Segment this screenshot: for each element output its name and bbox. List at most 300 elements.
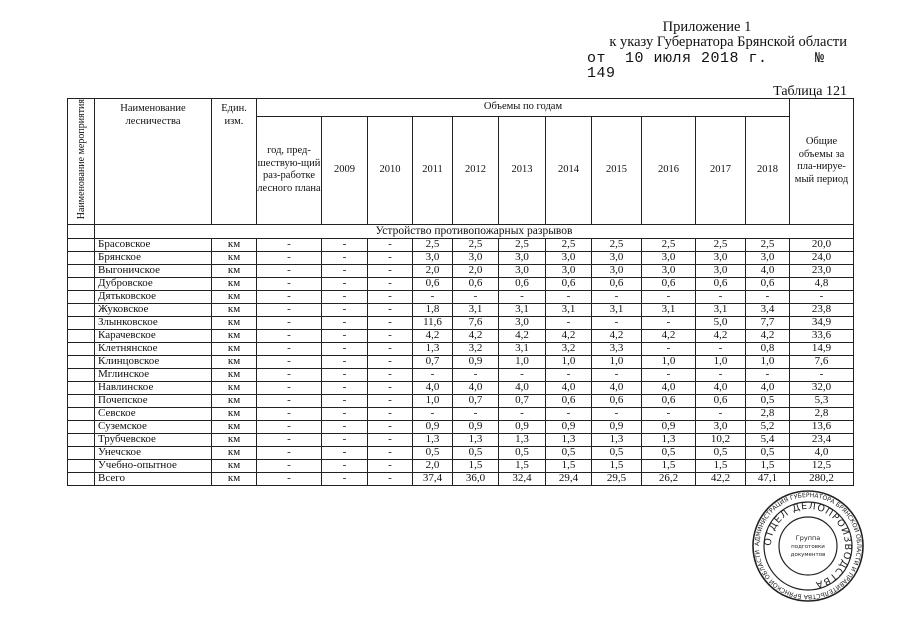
unit-cell: км [212, 459, 257, 472]
total-value: 7,6 [790, 355, 854, 368]
value-cell: - [642, 342, 696, 355]
year-header-2018: 2018 [746, 116, 790, 224]
unit-cell: км [212, 316, 257, 329]
table-row [68, 394, 854, 407]
unit-cell: км [212, 238, 257, 251]
value-cell: 3,0 [499, 264, 546, 277]
forestry-name: Клетнянское [95, 342, 212, 355]
value-cell: - [696, 342, 746, 355]
unit-cell: км [212, 303, 257, 316]
unit-cell: км [212, 290, 257, 303]
value-cell: - [368, 446, 413, 459]
value-cell: 0,6 [642, 394, 696, 407]
value-cell: 2,5 [746, 238, 790, 251]
value-cell: - [546, 290, 592, 303]
value-cell: 1,3 [453, 433, 499, 446]
value-cell: 2,0 [413, 459, 453, 472]
activity-cell [68, 238, 95, 251]
value-cell: - [368, 368, 413, 381]
value-cell: 1,0 [413, 394, 453, 407]
value-cell: 5,0 [696, 316, 746, 329]
value-cell: 29,4 [546, 472, 592, 485]
value-cell: 3,1 [546, 303, 592, 316]
activity-cell [68, 264, 95, 277]
unit-cell: км [212, 355, 257, 368]
value-cell: 5,4 [746, 433, 790, 446]
year-header-2009: 2009 [322, 116, 368, 224]
value-cell: - [592, 290, 642, 303]
value-cell: 4,2 [642, 329, 696, 342]
year-header-2016: 2016 [642, 116, 696, 224]
forestry-name: Жуковское [95, 303, 212, 316]
value-cell: 3,4 [746, 303, 790, 316]
value-cell: - [322, 446, 368, 459]
value-cell: - [257, 433, 322, 446]
value-cell: - [453, 290, 499, 303]
value-cell: 0,7 [453, 394, 499, 407]
value-cell: - [499, 407, 546, 420]
value-cell: 7,6 [453, 316, 499, 329]
value-cell: - [322, 459, 368, 472]
value-cell: 0,5 [453, 446, 499, 459]
value-cell: - [257, 251, 322, 264]
value-cell: 0,9 [453, 420, 499, 433]
value-cell: - [257, 355, 322, 368]
activity-cell [68, 381, 95, 394]
total-value: 12,5 [790, 459, 854, 472]
table-row [68, 368, 854, 381]
decree-reference: к указу Губернатора Брянской области [609, 34, 847, 50]
value-cell: 1,0 [746, 355, 790, 368]
value-cell: - [322, 316, 368, 329]
total-value: 13,6 [790, 420, 854, 433]
forestry-name: Карачевское [95, 329, 212, 342]
value-cell: 1,5 [453, 459, 499, 472]
value-cell: - [592, 407, 642, 420]
value-cell: - [257, 316, 322, 329]
value-cell: 1,3 [592, 433, 642, 446]
unit-cell: км [212, 329, 257, 342]
volumes-by-year-header: Объемы по годам [257, 99, 790, 117]
unit-cell: км [212, 251, 257, 264]
value-cell: - [368, 355, 413, 368]
value-cell: 0,5 [592, 446, 642, 459]
table-row [68, 355, 854, 368]
value-cell: 3,0 [642, 251, 696, 264]
value-cell: - [368, 316, 413, 329]
value-cell: 4,0 [546, 381, 592, 394]
year-header-2012: 2012 [453, 116, 499, 224]
value-cell: 4,0 [746, 381, 790, 394]
value-cell: 3,1 [499, 303, 546, 316]
value-cell: 3,0 [453, 251, 499, 264]
value-cell: 3,0 [499, 316, 546, 329]
from-label: от [587, 50, 607, 67]
value-cell: 32,4 [499, 472, 546, 485]
value-cell: 1,5 [746, 459, 790, 472]
value-cell: 0,5 [413, 446, 453, 459]
document-header [487, 20, 847, 81]
value-cell: - [368, 394, 413, 407]
value-cell: 4,2 [696, 329, 746, 342]
total-value: 24,0 [790, 251, 854, 264]
unit-cell: км [212, 264, 257, 277]
value-cell: - [257, 238, 322, 251]
unit-cell: км [212, 394, 257, 407]
value-cell: 1,0 [592, 355, 642, 368]
value-cell: - [368, 342, 413, 355]
value-cell: 0,5 [696, 446, 746, 459]
table-row [68, 459, 854, 472]
value-cell: - [546, 316, 592, 329]
value-cell: - [368, 472, 413, 485]
value-cell: 3,2 [546, 342, 592, 355]
value-cell: - [696, 290, 746, 303]
section-title: Устройство противопожарных разрывов [95, 224, 854, 238]
value-cell: 0,9 [546, 420, 592, 433]
value-cell: - [368, 277, 413, 290]
value-cell: 0,5 [546, 446, 592, 459]
table-row [68, 290, 854, 303]
appendix-title: Приложение 1 [662, 19, 752, 35]
value-cell: 0,6 [746, 277, 790, 290]
value-cell: 3,0 [413, 251, 453, 264]
value-cell: 0,6 [592, 394, 642, 407]
total-header: Общие объемы за пла-нируе-мый период [790, 99, 854, 225]
value-cell: - [368, 329, 413, 342]
value-cell: 4,2 [453, 329, 499, 342]
value-cell: 4,2 [546, 329, 592, 342]
forestry-name: Брасовское [95, 238, 212, 251]
value-cell: - [322, 433, 368, 446]
value-cell: - [642, 290, 696, 303]
year-header-2013: 2013 [499, 116, 546, 224]
total-value: - [790, 368, 854, 381]
value-cell: 3,1 [453, 303, 499, 316]
value-cell: - [746, 290, 790, 303]
decree-date-line [487, 51, 847, 81]
value-cell: 3,1 [499, 342, 546, 355]
value-cell: 2,5 [453, 238, 499, 251]
value-cell: 3,1 [696, 303, 746, 316]
value-cell: 2,5 [642, 238, 696, 251]
value-cell: - [368, 238, 413, 251]
value-cell: 0,5 [499, 446, 546, 459]
value-cell: - [257, 290, 322, 303]
activity-cell [68, 277, 95, 290]
value-cell: 42,2 [696, 472, 746, 485]
value-cell: - [499, 368, 546, 381]
unit-cell: км [212, 407, 257, 420]
table-row [68, 329, 854, 342]
value-cell: - [413, 290, 453, 303]
stamp-center-line-2: подготовки [791, 544, 825, 550]
total-value: 33,6 [790, 329, 854, 342]
activity-cell [68, 342, 95, 355]
forestry-name: Выгоничское [95, 264, 212, 277]
value-cell: 1,5 [696, 459, 746, 472]
value-cell: 3,0 [696, 420, 746, 433]
activity-cell [68, 329, 95, 342]
value-cell: - [322, 303, 368, 316]
value-cell: 3,0 [696, 251, 746, 264]
value-cell: 4,2 [746, 329, 790, 342]
value-cell: 5,2 [746, 420, 790, 433]
total-value: - [790, 290, 854, 303]
value-cell: - [257, 446, 322, 459]
value-cell: 10,2 [696, 433, 746, 446]
value-cell: 0,6 [546, 394, 592, 407]
forestry-header: Наименование лесничества [95, 99, 212, 225]
value-cell: 0,7 [499, 394, 546, 407]
value-cell: - [642, 407, 696, 420]
value-cell: 1,0 [546, 355, 592, 368]
unit-header: Един. изм. [212, 99, 257, 225]
value-cell: - [368, 407, 413, 420]
value-cell: 1,0 [696, 355, 746, 368]
value-cell: - [453, 407, 499, 420]
total-value: 4,8 [790, 277, 854, 290]
value-cell: 26,2 [642, 472, 696, 485]
value-cell: 1,5 [592, 459, 642, 472]
year-header-2010: 2010 [368, 116, 413, 224]
value-cell: - [413, 407, 453, 420]
value-cell: - [257, 407, 322, 420]
year-header-2014: 2014 [546, 116, 592, 224]
activity-cell [68, 472, 95, 485]
value-cell: 11,6 [413, 316, 453, 329]
value-cell: - [592, 368, 642, 381]
value-cell: 0,6 [696, 394, 746, 407]
value-cell: 4,2 [413, 329, 453, 342]
plan-year-header: год, пред-шествую-щий раз-работке лесного плана [257, 116, 322, 224]
activity-cell [68, 355, 95, 368]
value-cell: 0,5 [642, 446, 696, 459]
value-cell: 1,3 [499, 433, 546, 446]
forestry-name: Мглинское [95, 368, 212, 381]
forestry-name: Унечское [95, 446, 212, 459]
value-cell: - [546, 407, 592, 420]
value-cell: - [453, 368, 499, 381]
stamp-center-line-1: Группа [795, 534, 821, 542]
forestry-name: Учебно-опытное [95, 459, 212, 472]
value-cell: 1,3 [413, 342, 453, 355]
value-cell: 47,1 [746, 472, 790, 485]
value-cell: 3,0 [546, 264, 592, 277]
value-cell: - [322, 238, 368, 251]
value-cell: 4,0 [499, 381, 546, 394]
value-cell: 4,0 [592, 381, 642, 394]
activity-cell [68, 459, 95, 472]
activity-cell [68, 303, 95, 316]
value-cell: 0,5 [746, 446, 790, 459]
value-cell: - [368, 381, 413, 394]
table-row [68, 316, 854, 329]
value-cell: 4,0 [642, 381, 696, 394]
value-cell: - [642, 316, 696, 329]
value-cell: 1,3 [546, 433, 592, 446]
value-cell: 0,6 [696, 277, 746, 290]
value-cell: 1,3 [413, 433, 453, 446]
value-cell: 0,6 [453, 277, 499, 290]
total-value: 23,0 [790, 264, 854, 277]
value-cell: - [368, 459, 413, 472]
value-cell: - [257, 303, 322, 316]
value-cell: - [257, 264, 322, 277]
value-cell: - [322, 420, 368, 433]
value-cell: 7,7 [746, 316, 790, 329]
total-value: 5,3 [790, 394, 854, 407]
forestry-name: Трубчевское [95, 433, 212, 446]
table-number: Таблица 121 [773, 84, 847, 99]
activity-cell [68, 316, 95, 329]
unit-cell: км [212, 381, 257, 394]
number-label: № [815, 50, 825, 67]
value-cell: - [322, 264, 368, 277]
table-row [68, 264, 854, 277]
value-cell: - [546, 368, 592, 381]
value-cell: 0,6 [499, 277, 546, 290]
value-cell: 29,5 [592, 472, 642, 485]
forestry-name: Почепское [95, 394, 212, 407]
value-cell: 3,2 [453, 342, 499, 355]
value-cell: 2,5 [499, 238, 546, 251]
value-cell: 3,0 [592, 264, 642, 277]
value-cell: - [257, 420, 322, 433]
value-cell: - [368, 303, 413, 316]
value-cell: 0,6 [546, 277, 592, 290]
value-cell: 0,9 [499, 420, 546, 433]
value-cell: 1,5 [546, 459, 592, 472]
value-cell: - [322, 407, 368, 420]
total-value: 32,0 [790, 381, 854, 394]
value-cell: 3,3 [592, 342, 642, 355]
value-cell: - [413, 368, 453, 381]
activity-cell [68, 224, 95, 238]
value-cell: 4,0 [453, 381, 499, 394]
value-cell: 0,7 [413, 355, 453, 368]
value-cell: 0,5 [746, 394, 790, 407]
total-value: 20,0 [790, 238, 854, 251]
value-cell: 3,1 [592, 303, 642, 316]
value-cell: - [368, 264, 413, 277]
value-cell: 2,5 [546, 238, 592, 251]
unit-cell: км [212, 368, 257, 381]
forestry-name: Брянское [95, 251, 212, 264]
value-cell: 2,8 [746, 407, 790, 420]
table-row [68, 381, 854, 394]
total-value: 23,8 [790, 303, 854, 316]
activity-cell [68, 446, 95, 459]
stamp-inner-ring-text: ОТДЕЛ ДЕЛОПРОИЗВОДСТВА [762, 500, 854, 591]
activity-cell [68, 368, 95, 381]
value-cell: 1,0 [499, 355, 546, 368]
value-cell: - [642, 368, 696, 381]
forestry-name: Навлинское [95, 381, 212, 394]
value-cell: - [257, 472, 322, 485]
value-cell: 37,4 [413, 472, 453, 485]
value-cell: - [257, 277, 322, 290]
forestry-name: Севское [95, 407, 212, 420]
value-cell: 1,3 [642, 433, 696, 446]
value-cell: - [368, 433, 413, 446]
value-cell: - [322, 329, 368, 342]
value-cell: 4,0 [413, 381, 453, 394]
activity-cell [68, 290, 95, 303]
decree-number: 149 [587, 65, 616, 82]
total-value: 280,2 [790, 472, 854, 485]
value-cell: - [368, 251, 413, 264]
activity-header: Наименование мероприятия [68, 99, 95, 225]
table-row [68, 472, 854, 485]
value-cell: 1,5 [642, 459, 696, 472]
value-cell: - [257, 394, 322, 407]
value-cell: 3,1 [642, 303, 696, 316]
value-cell: - [499, 290, 546, 303]
value-cell: 0,6 [592, 277, 642, 290]
table-row [68, 251, 854, 264]
value-cell: - [368, 420, 413, 433]
value-cell: 2,5 [592, 238, 642, 251]
year-header-2017: 2017 [696, 116, 746, 224]
total-value: 14,9 [790, 342, 854, 355]
value-cell: - [322, 251, 368, 264]
activity-cell [68, 251, 95, 264]
value-cell: - [322, 355, 368, 368]
value-cell: 2,0 [453, 264, 499, 277]
official-stamp [752, 490, 864, 602]
table-row [68, 433, 854, 446]
value-cell: 4,2 [499, 329, 546, 342]
unit-cell: км [212, 433, 257, 446]
table-row [68, 303, 854, 316]
stamp-ring-text: АДМИНИСТРАЦИЯ ГУБЕРНАТОРА БРЯНСКОЙ ОБЛАСТИ И ПРАВИТЕЛЬСТВА БРЯНСКОЙ ОБЛАСТИ [753, 491, 863, 601]
value-cell: - [322, 394, 368, 407]
decree-date: 10 июля 2018 г. [625, 50, 768, 67]
total-value: 2,8 [790, 407, 854, 420]
unit-cell: км [212, 472, 257, 485]
total-value: 23,4 [790, 433, 854, 446]
value-cell: 3,0 [642, 264, 696, 277]
data-table [67, 98, 854, 486]
value-cell: - [257, 329, 322, 342]
value-cell: 0,6 [642, 277, 696, 290]
unit-cell: км [212, 277, 257, 290]
value-cell: 3,0 [546, 251, 592, 264]
table-row [68, 420, 854, 433]
forestry-name: Клинцовское [95, 355, 212, 368]
table-row [68, 342, 854, 355]
total-value: 4,0 [790, 446, 854, 459]
value-cell: 4,0 [746, 264, 790, 277]
value-cell: 2,5 [696, 238, 746, 251]
value-cell: 4,0 [696, 381, 746, 394]
value-cell: - [368, 290, 413, 303]
value-cell: 3,0 [696, 264, 746, 277]
activity-cell [68, 433, 95, 446]
activity-cell [68, 407, 95, 420]
value-cell: - [322, 472, 368, 485]
value-cell: 4,2 [592, 329, 642, 342]
value-cell: 2,0 [413, 264, 453, 277]
value-cell: 1,0 [642, 355, 696, 368]
forestry-name: Суземское [95, 420, 212, 433]
value-cell: - [257, 342, 322, 355]
value-cell: - [746, 368, 790, 381]
value-cell: 0,9 [592, 420, 642, 433]
unit-cell: км [212, 342, 257, 355]
value-cell: - [257, 381, 322, 394]
